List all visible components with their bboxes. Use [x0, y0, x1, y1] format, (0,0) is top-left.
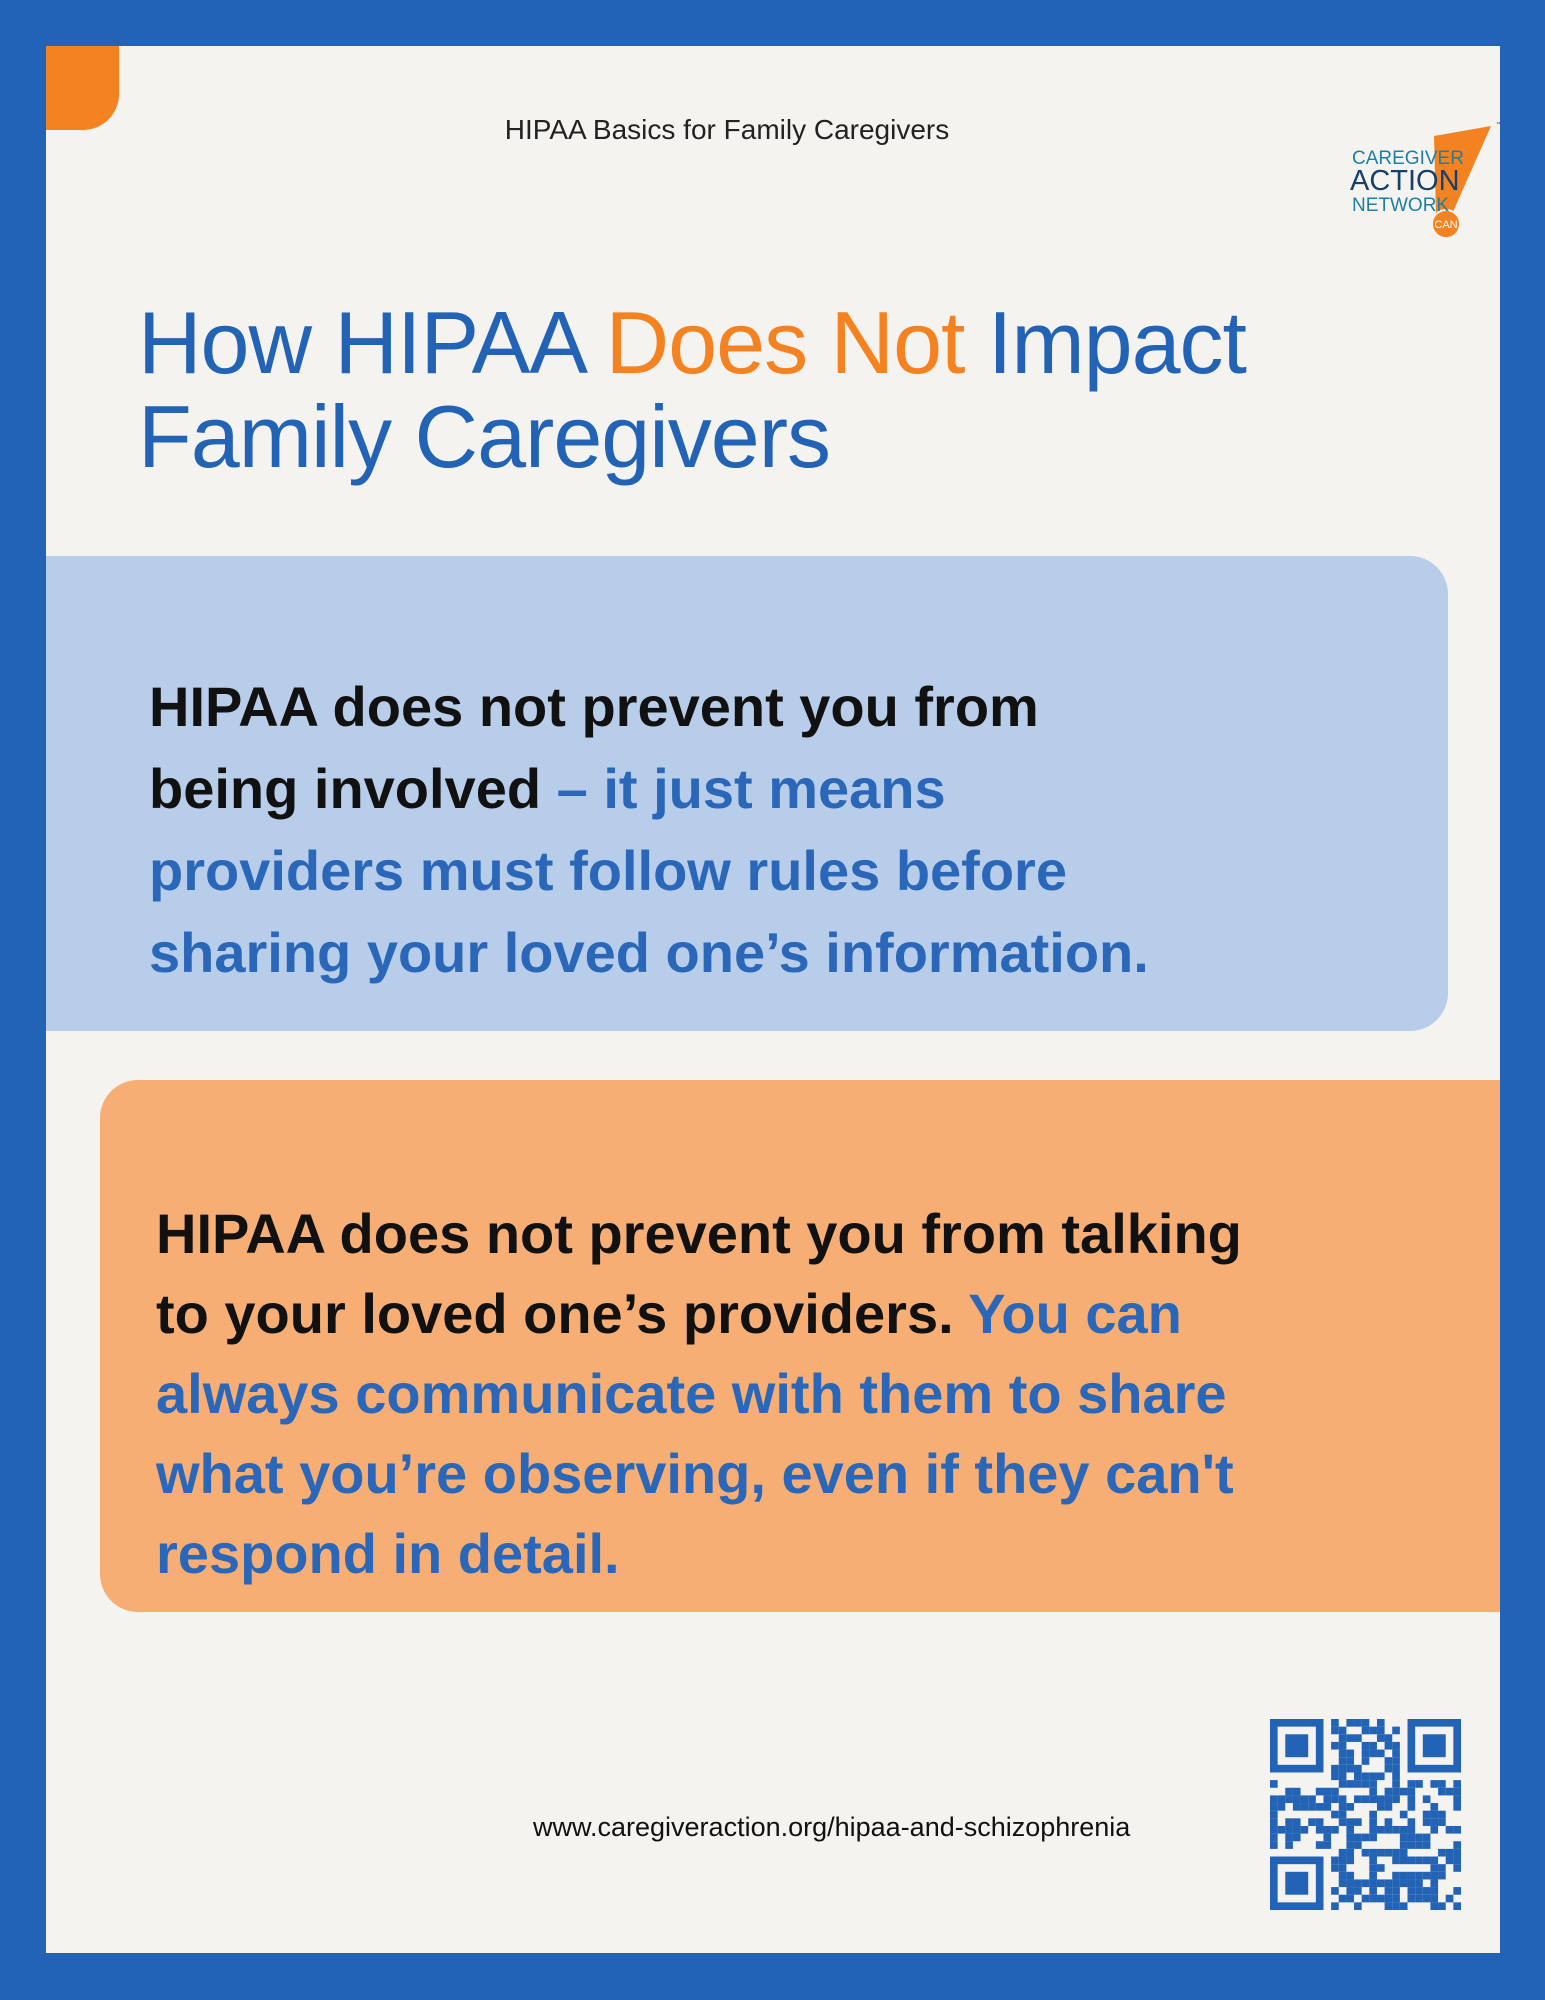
svg-text:™: ™ [1496, 122, 1502, 128]
svg-text:ACTION: ACTION [1350, 165, 1460, 197]
flyer-page [46, 46, 1500, 1953]
website-link[interactable]: www.caregiveraction.org/hipaa-and-schizophrenia [533, 1812, 1131, 1842]
qr-code[interactable] [1270, 1719, 1461, 1910]
svg-text:CAN: CAN [1434, 219, 1458, 231]
info-card-involvement: HIPAA does not prevent you from being involved – it just means providers must follow rules before sharing your loved one’s information. [46, 556, 1448, 1031]
svg-text:CAREGIVER: CAREGIVER [1352, 148, 1464, 169]
info-card-communication: HIPAA does not prevent you from talking to your loved one’s providers. You can always communicate with them to share what you’re observing, even if they can't respond in detail. [100, 1080, 1500, 1612]
header-title: HIPAA Basics for Family Caregivers [504, 114, 950, 145]
page-title: How HIPAA Does Not Impact Family Caregivers [138, 293, 1247, 486]
caregiver-action-network-logo [1306, 116, 1500, 246]
svg-text:NETWORK: NETWORK [1352, 195, 1450, 216]
